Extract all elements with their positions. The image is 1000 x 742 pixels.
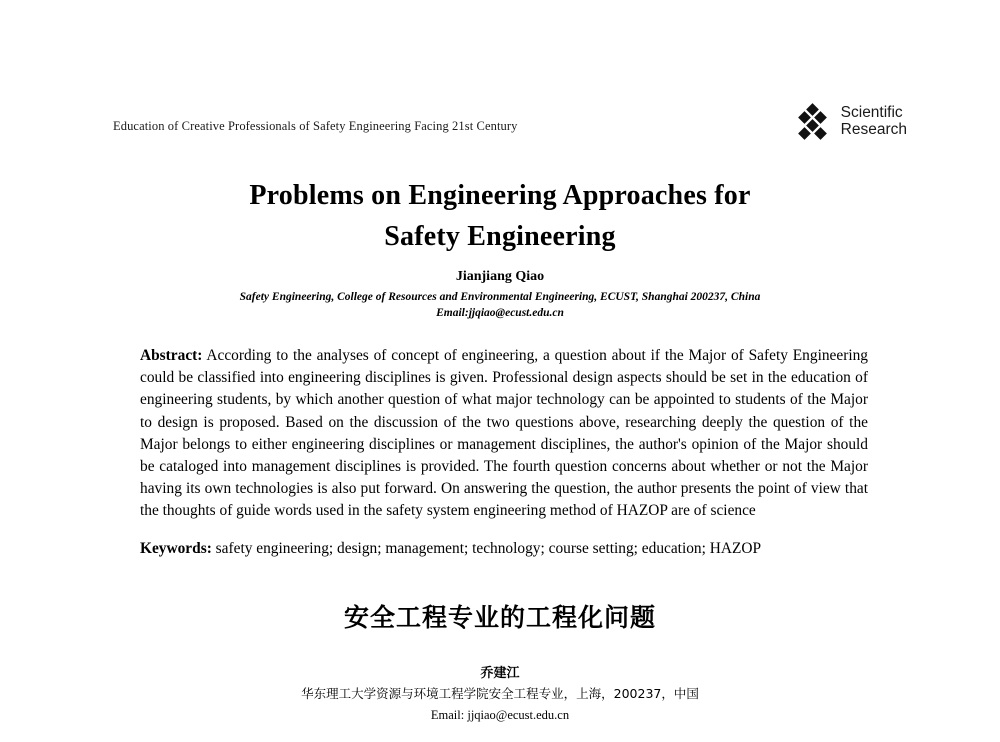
logo-line-1: Scientific bbox=[840, 104, 903, 121]
keywords-paragraph bbox=[140, 538, 868, 560]
keywords-label: Keywords: bbox=[140, 540, 212, 557]
title-line-1: Problems on Engineering Approaches for bbox=[249, 180, 751, 211]
author-affiliation-block bbox=[0, 289, 1000, 321]
scientific-research-logo bbox=[800, 104, 907, 138]
logo-line-2: Research bbox=[840, 121, 907, 138]
page-title bbox=[0, 175, 1000, 257]
logo-wordmark bbox=[841, 104, 907, 138]
running-head: Education of Creative Professionals of Safety Engineering Facing 21st Century bbox=[113, 119, 518, 133]
author-name: Jianjiang Qiao bbox=[455, 269, 545, 284]
title-line-2: Safety Engineering bbox=[384, 221, 616, 252]
author-affiliation: Safety Engineering, College of Resources and Environmental Engineering, ECUST, Shanghai 200237, China bbox=[239, 291, 761, 303]
diamond-cluster-icon bbox=[800, 104, 834, 138]
author-email[interactable]: Email:jjqiao@ecust.edu.cn bbox=[436, 307, 564, 319]
chinese-email[interactable]: Email: jjqiao@ecust.edu.cn bbox=[430, 708, 570, 722]
chinese-author-name: 乔建江 bbox=[480, 666, 520, 681]
abstract-text: According to the analyses of concept of engineering, a question about if the Major of Safety Engineering could be classified into engineering disciplines is given. Professional design aspects should be set in the education of engineering students, by which another question of what major technology can be appointed to students of the Major to design is proposed. Based on the discussion of the two questions above, researching deeply the question of the Major belongs to either engineering disciplines or management disciplines, the author's opinion of the Major should be cataloged into management disciplines is provided. The fourth question concerns about whether or not the Major having its own technologies is also put forward. On answering the question, the author presents the point of view that the thoughts of guide words used in the safety system engineering method of HAZOP are of science bbox=[140, 347, 868, 520]
chinese-title: 安全工程专业的工程化问题 bbox=[343, 603, 656, 632]
abstract-paragraph bbox=[140, 345, 868, 523]
keywords-text: safety engineering; design; management; technology; course setting; education; HAZOP bbox=[211, 540, 762, 557]
chinese-affiliation: 华东理工大学资源与环境工程学院安全工程专业，上海，200237，中国 bbox=[301, 686, 699, 701]
abstract-label: Abstract: bbox=[140, 347, 203, 364]
